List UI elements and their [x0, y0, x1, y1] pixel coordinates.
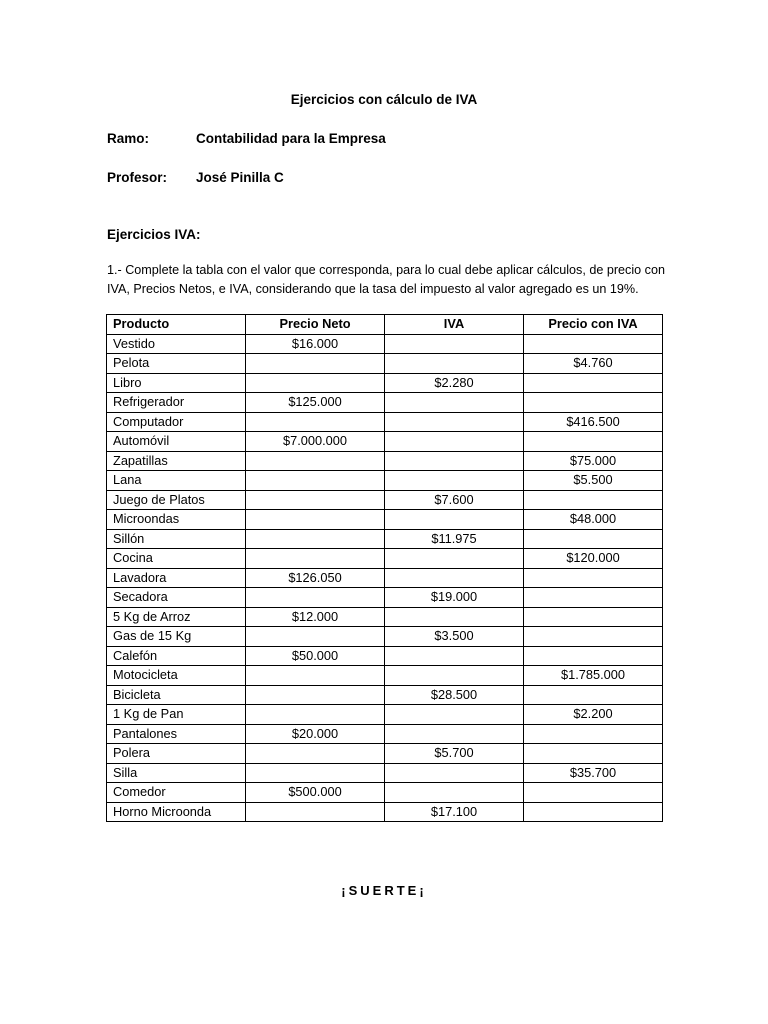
- cell-precio-con-iva: [524, 432, 663, 452]
- instructions-text: 1.- Complete la tabla con el valor que corresponda, para lo cual debe aplicar cálculos, de precio con IVA, Precios Netos, e IVA, considerando que la tasa del impuesto al valor agregado es un 19%.: [107, 263, 665, 296]
- cell-iva: $28.500: [385, 685, 524, 705]
- table-row: [107, 646, 663, 666]
- cell-precio-con-iva: [524, 724, 663, 744]
- cell-producto: Refrigerador: [107, 393, 246, 413]
- table-row: [107, 451, 663, 471]
- table-row: [107, 763, 663, 783]
- table-row: [107, 529, 663, 549]
- cell-precio-neto: [246, 354, 385, 374]
- cell-producto: Comedor: [107, 783, 246, 803]
- header-precio-con-iva: Precio con IVA: [524, 315, 663, 335]
- table-row: [107, 705, 663, 725]
- section-title: Ejercicios IVA:: [107, 227, 201, 242]
- cell-iva: $17.100: [385, 802, 524, 822]
- cell-producto: Polera: [107, 744, 246, 764]
- cell-precio-neto: $500.000: [246, 783, 385, 803]
- cell-precio-neto: $12.000: [246, 607, 385, 627]
- cell-iva: [385, 432, 524, 452]
- table-row: [107, 744, 663, 764]
- cell-producto: Bicicleta: [107, 685, 246, 705]
- table-row: [107, 783, 663, 803]
- cell-producto: Zapatillas: [107, 451, 246, 471]
- cell-producto: Cocina: [107, 549, 246, 569]
- cell-precio-neto: [246, 412, 385, 432]
- cell-iva: [385, 763, 524, 783]
- cell-iva: [385, 334, 524, 354]
- cell-producto: Silla: [107, 763, 246, 783]
- cell-iva: [385, 783, 524, 803]
- cell-precio-con-iva: $416.500: [524, 412, 663, 432]
- cell-precio-neto: [246, 588, 385, 608]
- table-row: [107, 471, 663, 491]
- cell-iva: [385, 412, 524, 432]
- cell-producto: Lavadora: [107, 568, 246, 588]
- cell-precio-con-iva: $2.200: [524, 705, 663, 725]
- document-title: Ejercicios con cálculo de IVA: [290, 92, 478, 107]
- ramo-value: Contabilidad para la Empresa: [196, 131, 386, 146]
- cell-precio-neto: [246, 666, 385, 686]
- cell-producto: Vestido: [107, 334, 246, 354]
- profesor-value: José Pinilla C: [196, 170, 284, 185]
- cell-precio-neto: [246, 802, 385, 822]
- cell-iva: [385, 607, 524, 627]
- cell-iva: [385, 510, 524, 530]
- cell-precio-neto: [246, 705, 385, 725]
- cell-precio-con-iva: [524, 529, 663, 549]
- cell-precio-con-iva: [524, 490, 663, 510]
- cell-precio-con-iva: [524, 744, 663, 764]
- table-row: [107, 354, 663, 374]
- cell-precio-neto: $7.000.000: [246, 432, 385, 452]
- cell-iva: $5.700: [385, 744, 524, 764]
- table-row: [107, 334, 663, 354]
- cell-precio-neto: $20.000: [246, 724, 385, 744]
- cell-precio-neto: $16.000: [246, 334, 385, 354]
- cell-precio-neto: [246, 471, 385, 491]
- cell-iva: $19.000: [385, 588, 524, 608]
- header-iva: IVA: [385, 315, 524, 335]
- profesor-label: Profesor:: [107, 170, 168, 185]
- cell-precio-neto: [246, 373, 385, 393]
- table-row: [107, 685, 663, 705]
- cell-iva: [385, 451, 524, 471]
- cell-precio-con-iva: [524, 627, 663, 647]
- cell-precio-con-iva: [524, 568, 663, 588]
- ramo-label: Ramo:: [107, 131, 150, 146]
- cell-iva: [385, 568, 524, 588]
- table-row: [107, 724, 663, 744]
- table-header-row: [107, 315, 663, 335]
- cell-precio-neto: [246, 744, 385, 764]
- cell-precio-neto: [246, 549, 385, 569]
- cell-iva: [385, 354, 524, 374]
- cell-precio-neto: [246, 451, 385, 471]
- cell-iva: [385, 646, 524, 666]
- cell-precio-con-iva: $48.000: [524, 510, 663, 530]
- table-body: [107, 334, 663, 822]
- cell-producto: Computador: [107, 412, 246, 432]
- cell-precio-con-iva: [524, 646, 663, 666]
- table-row: [107, 373, 663, 393]
- cell-precio-neto: [246, 529, 385, 549]
- cell-producto: Lana: [107, 471, 246, 491]
- cell-iva: $2.280: [385, 373, 524, 393]
- cell-producto: Secadora: [107, 588, 246, 608]
- cell-precio-con-iva: [524, 588, 663, 608]
- cell-precio-neto: [246, 685, 385, 705]
- cell-producto: Libro: [107, 373, 246, 393]
- cell-producto: 5 Kg de Arroz: [107, 607, 246, 627]
- cell-precio-neto: $126.050: [246, 568, 385, 588]
- cell-precio-con-iva: [524, 802, 663, 822]
- profesor-field: [107, 170, 284, 185]
- cell-producto: Pelota: [107, 354, 246, 374]
- cell-producto: Motocicleta: [107, 666, 246, 686]
- cell-iva: [385, 393, 524, 413]
- cell-iva: $11.975: [385, 529, 524, 549]
- header-producto: Producto: [107, 315, 246, 335]
- cell-precio-con-iva: [524, 373, 663, 393]
- cell-precio-con-iva: [524, 334, 663, 354]
- cell-precio-neto: [246, 627, 385, 647]
- footer-text: ¡SUERTE¡: [341, 883, 427, 898]
- cell-precio-con-iva: $5.500: [524, 471, 663, 491]
- cell-producto: Juego de Platos: [107, 490, 246, 510]
- cell-iva: $3.500: [385, 627, 524, 647]
- table-row: [107, 607, 663, 627]
- table-row: [107, 627, 663, 647]
- cell-producto: 1 Kg de Pan: [107, 705, 246, 725]
- cell-precio-neto: [246, 510, 385, 530]
- cell-iva: [385, 666, 524, 686]
- iva-table: [106, 314, 663, 822]
- cell-precio-neto: $50.000: [246, 646, 385, 666]
- cell-precio-neto: [246, 490, 385, 510]
- table-row: [107, 802, 663, 822]
- cell-producto: Automóvil: [107, 432, 246, 452]
- table-row: [107, 549, 663, 569]
- table-row: [107, 568, 663, 588]
- cell-producto: Gas de 15 Kg: [107, 627, 246, 647]
- table-row: [107, 393, 663, 413]
- table-row: [107, 412, 663, 432]
- cell-precio-neto: [246, 763, 385, 783]
- cell-precio-con-iva: $35.700: [524, 763, 663, 783]
- cell-producto: Pantalones: [107, 724, 246, 744]
- cell-precio-con-iva: $1.785.000: [524, 666, 663, 686]
- cell-precio-con-iva: [524, 783, 663, 803]
- cell-precio-con-iva: $4.760: [524, 354, 663, 374]
- cell-precio-con-iva: [524, 393, 663, 413]
- table-row: [107, 510, 663, 530]
- table-row: [107, 666, 663, 686]
- cell-precio-neto: $125.000: [246, 393, 385, 413]
- cell-producto: Calefón: [107, 646, 246, 666]
- cell-producto: Microondas: [107, 510, 246, 530]
- cell-iva: [385, 724, 524, 744]
- cell-iva: [385, 549, 524, 569]
- table-row: [107, 432, 663, 452]
- cell-iva: $7.600: [385, 490, 524, 510]
- header-precio-neto: Precio Neto: [246, 315, 385, 335]
- cell-iva: [385, 705, 524, 725]
- table-row: [107, 490, 663, 510]
- cell-iva: [385, 471, 524, 491]
- cell-precio-con-iva: $120.000: [524, 549, 663, 569]
- cell-precio-con-iva: [524, 685, 663, 705]
- cell-producto: Sillón: [107, 529, 246, 549]
- table-row: [107, 588, 663, 608]
- cell-producto: Horno Microonda: [107, 802, 246, 822]
- cell-precio-con-iva: $75.000: [524, 451, 663, 471]
- cell-precio-con-iva: [524, 607, 663, 627]
- ramo-field: [107, 131, 386, 146]
